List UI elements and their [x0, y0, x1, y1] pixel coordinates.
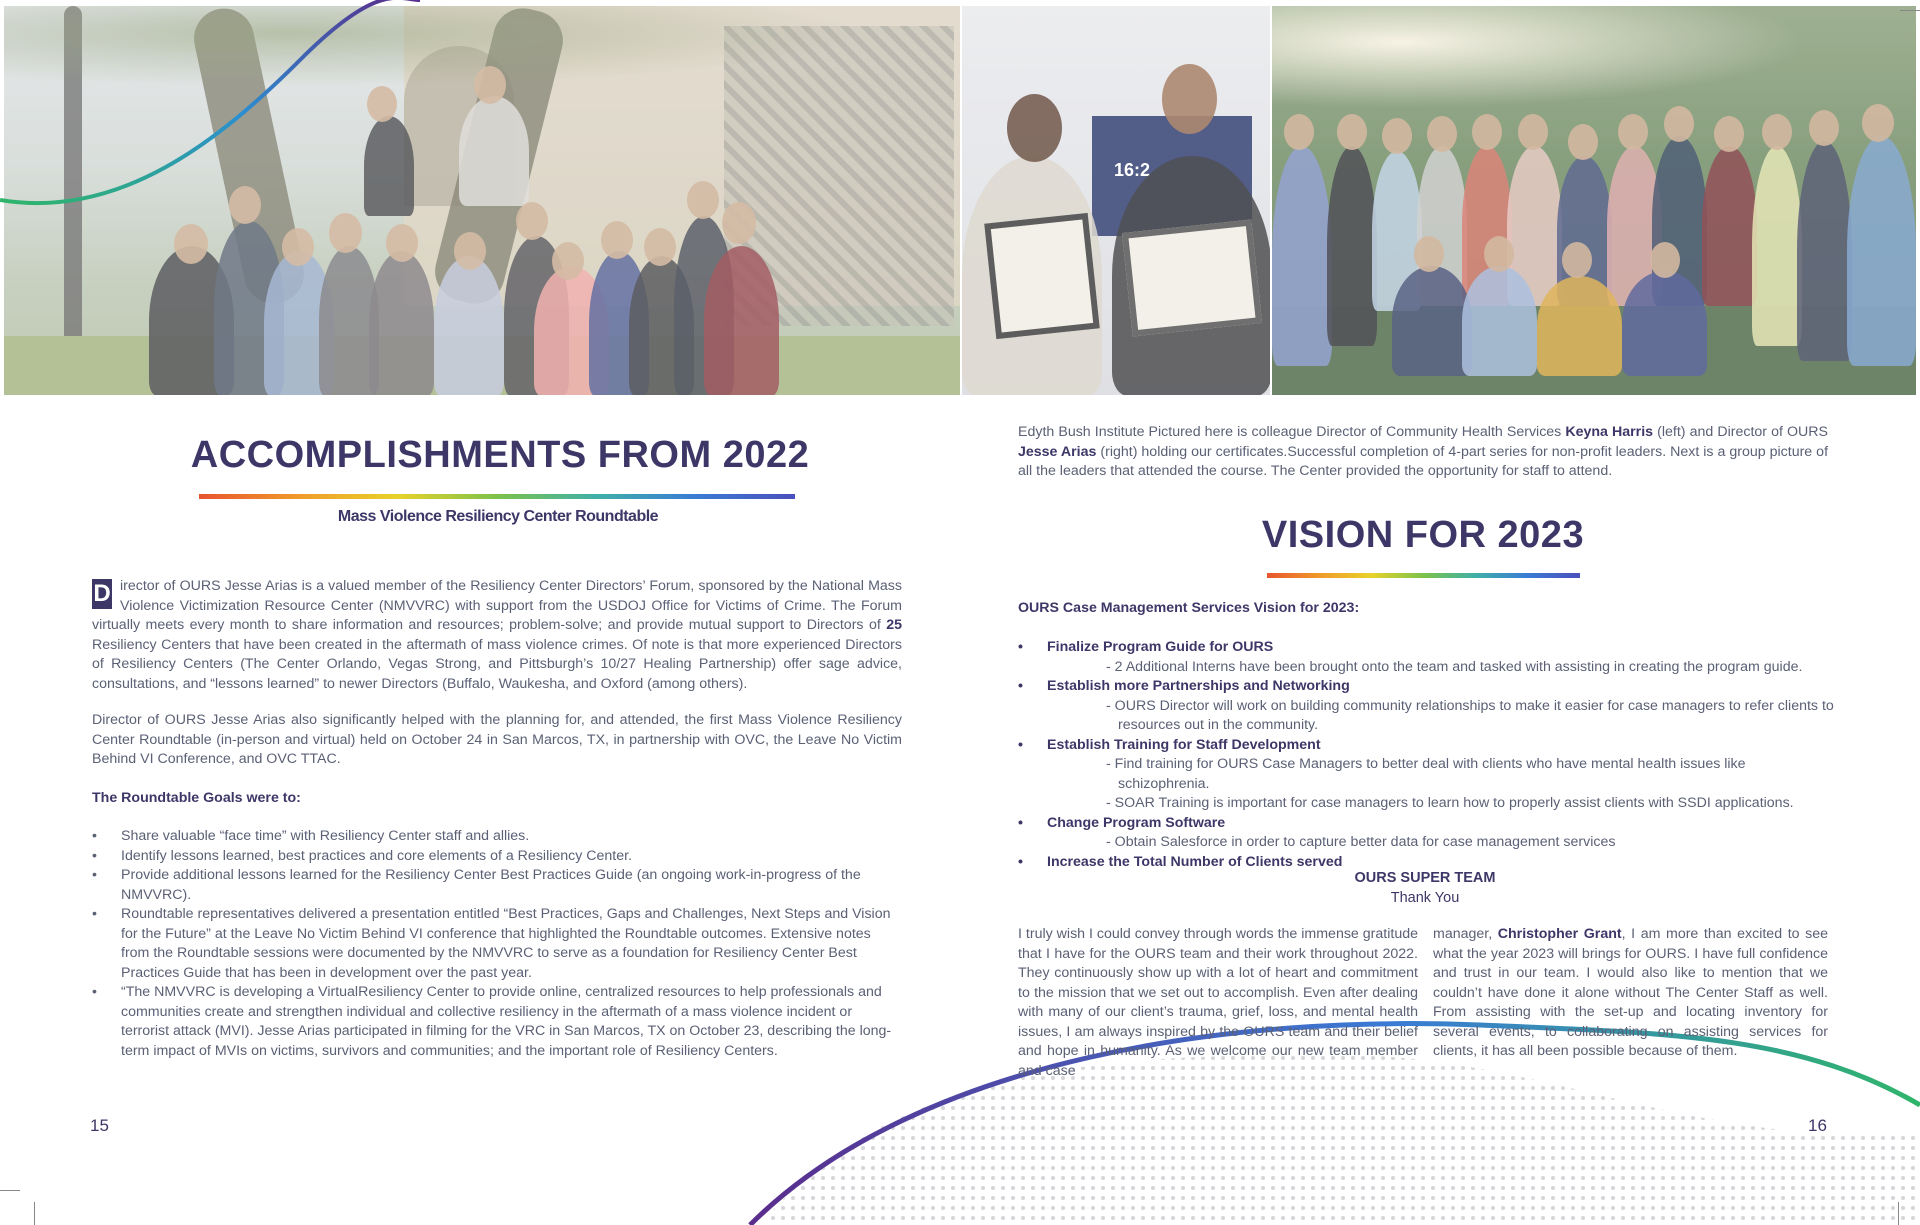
crop-mark — [0, 1190, 20, 1191]
photo-caption: Edyth Bush Institute Pictured here is colleague Director of Community Health Services Keyna Harris (left) and Director of OURS Jesse Arias (right) holding our certificates.Successful completion of 4-part series for non-profit leaders. Next is a group picture of all the leaders that attended the course. The Center provided the opportunity for staff to attend. — [1018, 424, 1829, 479]
list-item: • Identify lessons learned, best practices and core elements of a Resiliency Center. — [92, 847, 902, 867]
certificates-photo — [962, 6, 1270, 395]
thank-you-column-1: I truly wish I could convey through words the immense gratitude that I have for the OURS team and their work throughout 2022. They continuously show up with a lot of heart and commitment to the mission that we set out to accomplish. Even after dealing with many of our client’s trauma, grief, loss, and mental health issues, I am always inspired by the OURS team and their belief and hope in humanity. As we welcome our new team member and case — [1018, 926, 1418, 1079]
vision-item: • Establish Training for Staff Development - Find training for OURS Case Managers to better deal with clients who have mental health issues like schizophrenia. - SOAR Training is important for case managers to learn how to properly assist clients with SSDI applications. — [1018, 736, 1838, 814]
vision-subheading: OURS Case Management Services Vision for 2023: — [1018, 600, 1360, 616]
vision-underline — [1267, 573, 1580, 578]
list-item: • Roundtable representatives delivered a presentation entitled “Best Practices, Gaps and Challenges, Next Steps and Vision for the Future” at the Leave No Victim Behind VI conference that highlighted the Roundtable outcomes. Extensive notes from the Roundtable sessions were documented by the NMVVRC to serve as a foundation for Resiliency Center Best Practices Guide that has been in development over the past year. — [92, 905, 902, 983]
roundtable-paragraph: Director of OURS Jesse Arias also significantly helped with the planning for, and attended, the first Mass Violence Resiliency Center Roundtable (in-person and virtual) held on October 24 in San Marcos, TX, in partnership with OVC, the Leave No Victim Behind VI Conference, and OVC TTAC. — [92, 712, 902, 767]
list-item: • Provide additional lessons learned for the Resiliency Center Best Practices Guide (an ongoing work-in-progress of the NMVVRC). — [92, 866, 902, 905]
list-item: • Share valuable “face time” with Resiliency Center staff and allies. — [92, 827, 902, 847]
goals-heading: The Roundtable Goals were to: — [92, 790, 301, 806]
team-subtitle: Thank You — [1390, 890, 1460, 906]
screen-clock: 16:2 — [1114, 160, 1151, 180]
accomplishments-heading: ACCOMPLISHMENTS FROM 2022 — [190, 434, 810, 476]
crop-mark — [34, 1202, 35, 1225]
vision-subitem: - 2 Additional Interns have been brought onto the team and tasked with assisting in creating the program guide. — [1106, 658, 1803, 675]
vision-list — [1018, 638, 1838, 872]
page-number-left: 15 — [90, 1116, 109, 1135]
dropcap: D — [93, 580, 111, 607]
director-paragraph: D irector of OURS Jesse Arias is a valued member of the Resiliency Center Directors’ Forum, sponsored by the National Mass Violence Victimization Resource Center (NMVVRC) with support from the USDOJ Office for Victims of Crime. The Forum virtually meets every month to share information and resources; problem-solve; and provide mutual support to Directors of 25 Resiliency Centers that have been created in the aftermath of mass violence crimes. Of note is that more experienced Directors of Resiliency Centers (The Center Orlando, Vegas Strong, and Pittsburgh’s 10/27 Healing Partnership) offer sage advice, consultations, and “lessons learned” to newer Directors (Buffalo, Waukesha, and Oxford (among others). — [92, 578, 902, 692]
vision-item: • Increase the Total Number of Clients served — [1018, 853, 1838, 873]
list-item: • “The NMVVRC is developing a VirtualResiliency Center to provide online, centralized resources to help professionals and communities create and strengthen individual and collective resiliency in the aftermath of a mass violence incident or terrorist attack (MVI). Jesse Arias participated in filming for the VRC in San Marcos, TX on October 23, describing the long-term impact of MVIs on victims, survivors and communities; and the important role of Resiliency Centers. — [92, 983, 902, 1061]
page-number-right: 16 — [1808, 1116, 1827, 1135]
vision-item: • Change Program Software - Obtain Salesforce in order to capture better data for case management services — [1018, 814, 1838, 853]
leaders-group-photo — [1272, 6, 1916, 395]
crop-mark — [1900, 10, 1920, 11]
thank-you-column-2: manager, Christopher Grant, I am more than excited to see what the year 2023 will brings for OURS. I have full confidence and trust in our team. I would also like to mention that we couldn’t have done it alone without The Center Staff as well. From assisting with the set-up and locating inventory for several events, to collaborating on assisting services for clients, it has all been possible because of them. — [1433, 926, 1828, 1059]
decorative-swoosh-top — [0, 0, 420, 220]
vision-heading: VISION FOR 2023 — [1261, 514, 1585, 556]
vision-subitem: - SOAR Training is important for case managers to learn how to properly assist clients with SSDI applications. — [1106, 795, 1794, 811]
vision-subitem: - Find training for OURS Case Managers to better deal with clients who have mental health issues like schizophrenia. — [1106, 756, 1746, 792]
roundtable-subheading: Mass Violence Resiliency Center Roundtable — [337, 508, 659, 525]
team-title: OURS SUPER TEAM — [1354, 870, 1496, 886]
crop-mark — [1898, 1202, 1899, 1225]
vision-item: • Finalize Program Guide for OURS - 2 Additional Interns have been brought onto the team and tasked with assisting in creating the program guide. — [1018, 638, 1838, 677]
vision-subitem: - Obtain Salesforce in order to capture better data for case management services — [1106, 834, 1616, 850]
goals-list — [92, 827, 902, 1061]
heading-underline — [199, 494, 795, 499]
vision-item: • Establish more Partnerships and Networking - OURS Director will work on building community relationships to make it easier for case managers to refer clients to resources out in the community. — [1018, 677, 1838, 736]
vision-subitem: - OURS Director will work on building community relationships to make it easier for case managers to refer clients to resources out in the community. — [1106, 697, 1834, 733]
